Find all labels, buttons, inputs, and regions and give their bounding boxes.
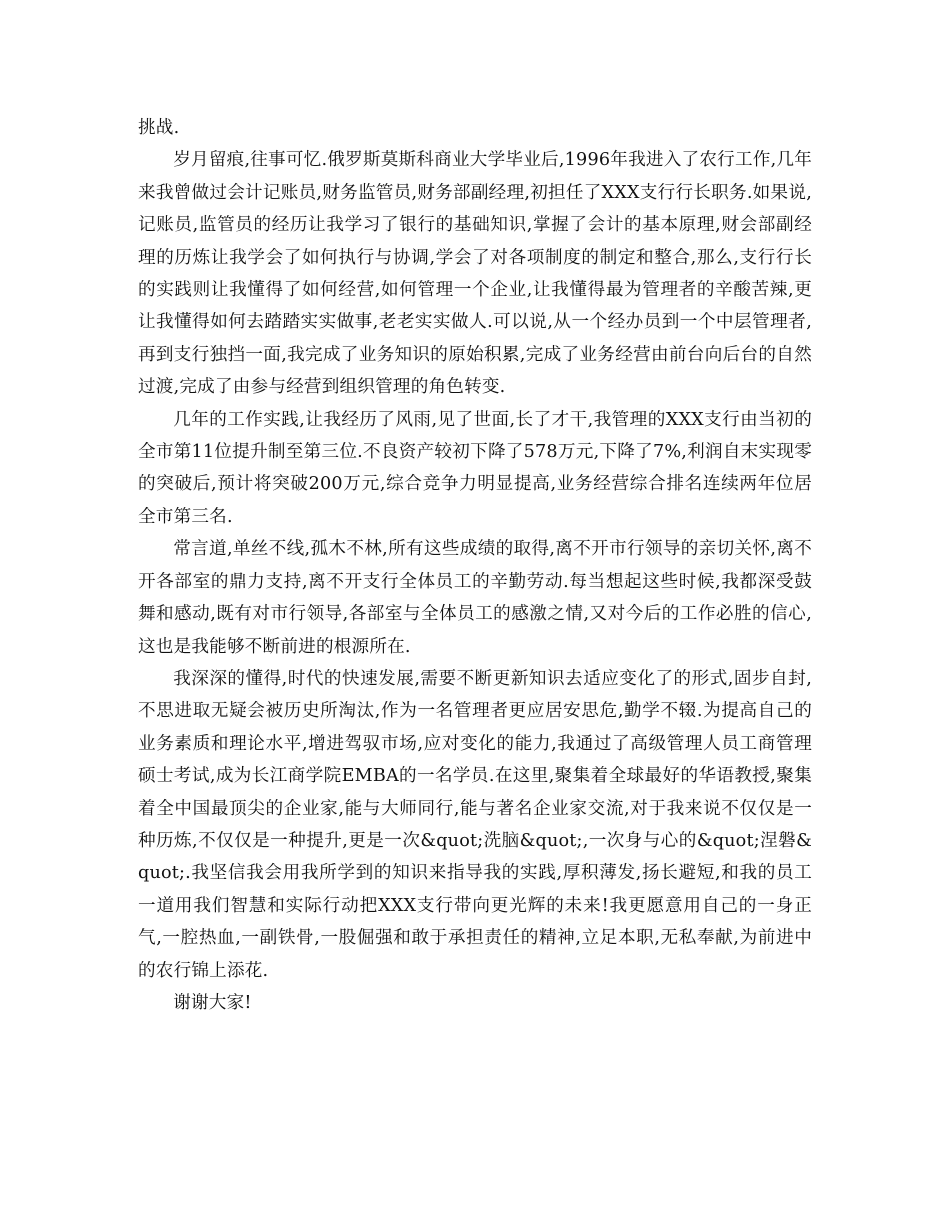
document-body: [138, 112, 812, 1019]
paragraph-learning: 我深深的懂得,时代的快速发展,需要不断更新知识去适应变化了的形式,固步自封,不思进取无疑会被历史所淘汰,作为一名管理者更应居安思危,勤学不辍.为提高自己的业务素质和理论水平,增进驾驭市场,应对变化的能力,我通过了高级管理人员工商管理硕士考试,成为长江商学院EMBA的一名学员.在这里,聚集着全球最好的华语教授,聚集着全中国最顶尖的企业家,能与大师同行,能与著名企业家交流,对于我来说不仅仅是一种历炼,不仅仅是一种提升,更是一次&quot;洗脑&quot;,一次身与心的&quot;涅磐&quot;.我坚信我会用我所学到的知识来指导我的实践,厚积薄发,扬长避短,和我的员工一道用我们智慧和实际行动把XXX支行带向更光辉的未来!我更愿意用自己的一身正气,一腔热血,一副铁骨,一股倔强和敢于承担责任的精神,立足本职,无私奉献,为前进中的农行锦上添花.: [138, 668, 812, 981]
paragraph-continuation: 挑战.: [138, 118, 180, 138]
paragraph-career-history: 岁月留痕,往事可忆.俄罗斯莫斯科商业大学毕业后,1996年我进入了农行工作,几年来我曾做过会计记账员,财务监管员,财务部副经理,初担任了XXX支行行长职务.如果说,记账员,监管员的经历让我学习了银行的基础知识,掌握了会计的基本原理,财会部副经理的历炼让我学会了如何执行与协调,学会了对各项制度的制定和整合,那么,支行行长的实践则让我懂得了如何经营,如何管理一个企业,让我懂得最为管理者的辛酸苦辣,更让我懂得如何去踏踏实实做事,老老实实做人.可以说,从一个经办员到一个中层管理者,再到支行独挡一面,我完成了业务知识的原始积累,完成了业务经营由前台向后台的自然过渡,完成了由参与经营到组织管理的角色转变.: [138, 150, 812, 398]
paragraph-closing: 谢谢大家!: [173, 992, 252, 1013]
paragraph-achievements: 几年的工作实践,让我经历了风雨,见了世面,长了才干,我管理的XXX支行由当初的全市第11位提升制至第三位.不良资产较初下降了578万元,下降了7%,利润自末实现零的突破后,预计将突破200万元,综合竞争力明显提高,业务经营综合排名连续两年位居全市第三名.: [138, 409, 812, 527]
paragraph-gratitude: 常言道,单丝不线,孤木不林,所有这些成绩的取得,离不开市行领导的亲切关怀,离不开各部室的鼎力支持,离不开支行全体员工的辛勤劳动.每当想起这些时候,我都深受鼓舞和感动,既有对市行领导,各部室与全体员工的感激之情,又对今后的工作必胜的信心,这也是我能够不断前进的根源所在.: [138, 539, 812, 657]
